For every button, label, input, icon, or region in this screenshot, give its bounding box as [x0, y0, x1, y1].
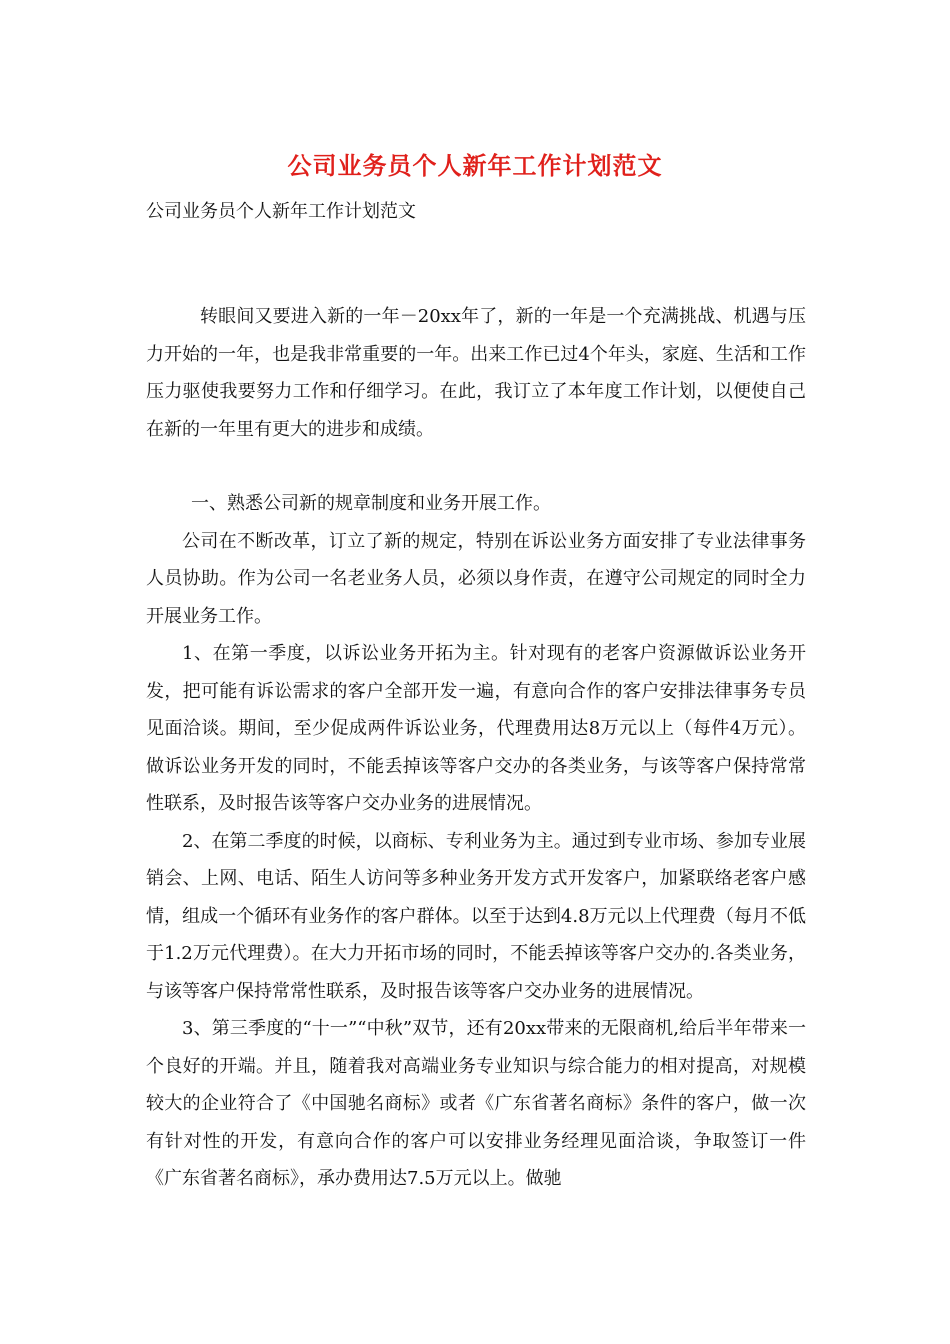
document-body: [146, 298, 806, 1198]
section-paragraph: 公司在不断改革，订立了新的规定，特别在诉讼业务方面安排了专业法律事务人员协助。作为公司一名老业务人员，必须以身作责，在遵守公司规定的同时全力开展业务工作。: [146, 530, 806, 627]
plan-item-q1: 1、在第一季度，以诉讼业务开拓为主。针对现有的老客户资源做诉讼业务开发，把可能有诉讼需求的客户全部开发一遍，有意向合作的客户安排法律事务专员见面洽谈。期间，至少促成两件诉讼业务，代理费用达8万元以上（每件4万元）。做诉讼业务开发的同时，不能丢掉该等客户交办的各类业务，与该等客户保持常常性联系，及时报告该等客户交办业务的进展情况。: [146, 643, 806, 814]
plan-item-q2: 2、在第二季度的时候，以商标、专利业务为主。通过到专业市场、参加专业展销会、上网、电话、陌生人访问等多种业务开发方式开发客户，加紧联络老客户感情，组成一个循环有业务作的客户群体。以至于达到4.8万元以上代理费（每月不低于1.2万元代理费）。在大力开拓市场的同时，不能丢掉该等客户交办的.各类业务，与该等客户保持常常性联系，及时报告该等客户交办业务的进展情况。: [146, 830, 806, 1002]
plan-item-q3: 3、第三季度的“十一”“中秋”双节，还有20xx带来的无限商机,给后半年带来一个良好的开端。并且，随着我对高端业务专业知识与综合能力的相对提高，对规模较大的企业符合了《中国驰名商标》或者《广东省著名商标》条件的客户，做一次有针对性的开发，有意向合作的客户可以安排业务经理见面洽谈，争取签订一件《广东省著名商标》，承办费用达7.5万元以上。做驰: [146, 1018, 806, 1189]
document-title: 公司业务员个人新年工作计划范文: [287, 151, 663, 180]
document-subtitle: 公司业务员个人新年工作计划范文: [146, 201, 416, 222]
intro-paragraph: 转眼间又要进入新的一年－20xx年了，新的一年是一个充满挑战、机遇与压力开始的一年，也是我非常重要的一年。出来工作已过4个年头，家庭、生活和工作压力驱使我要努力工作和仔细学习。在此，我订立了本年度工作计划，以便使自己在新的一年里有更大的进步和成绩。: [146, 306, 806, 440]
section-heading: 一、熟悉公司新的规章制度和业务开展工作。: [191, 493, 551, 514]
